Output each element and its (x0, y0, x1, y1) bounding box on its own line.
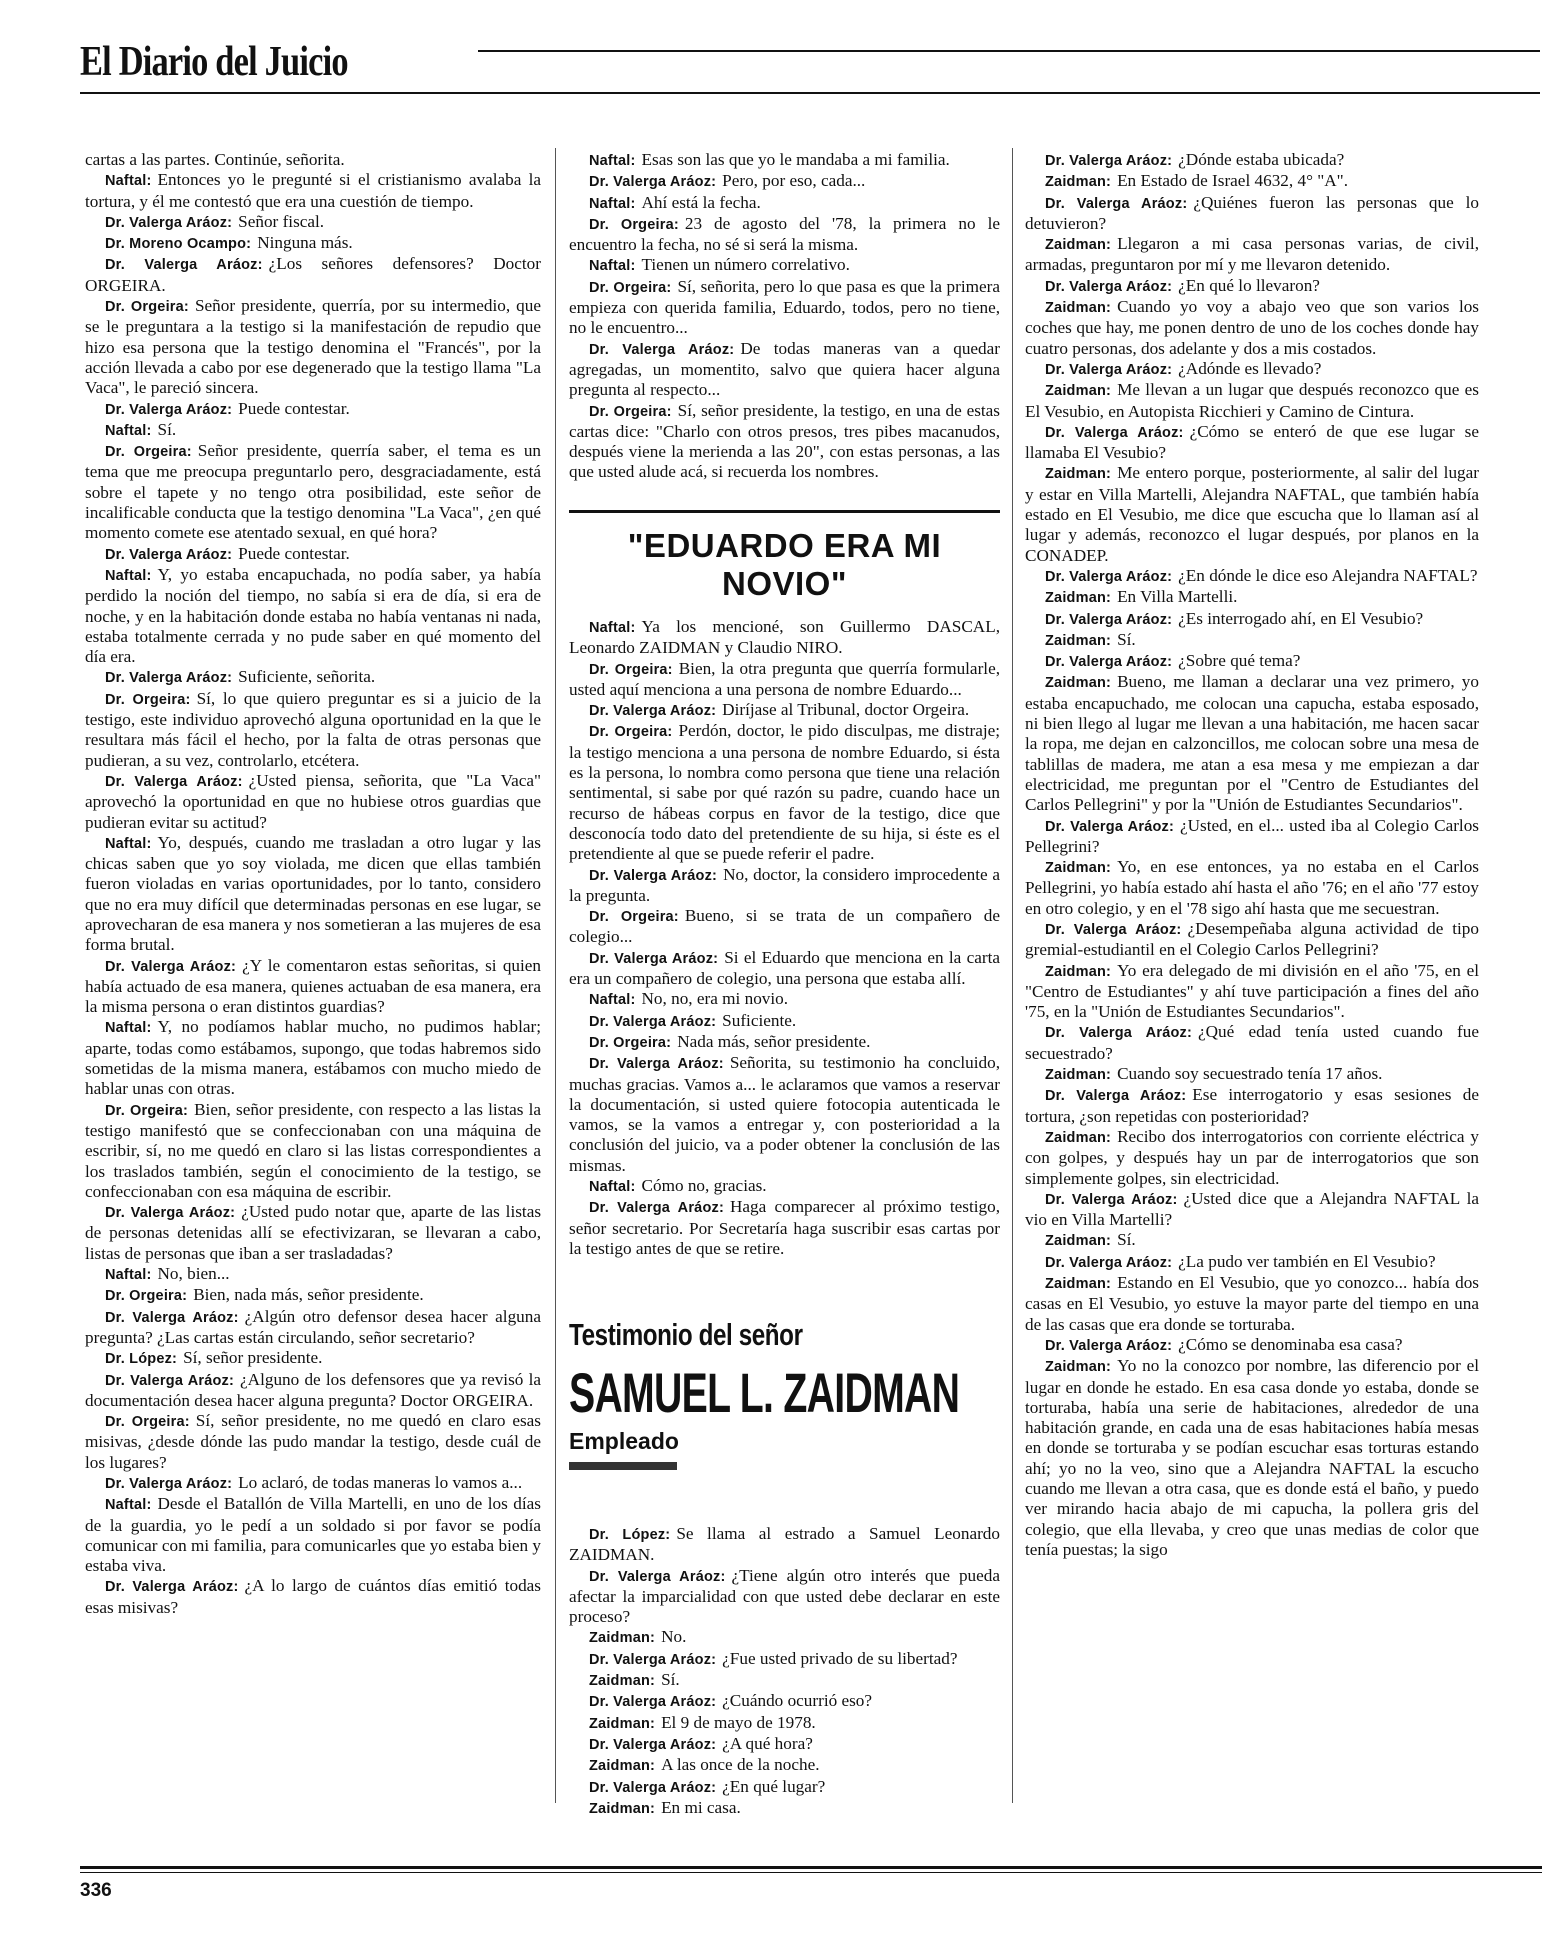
dialogue-paragraph (85, 833, 541, 956)
dialogue-paragraph (569, 1011, 1000, 1032)
speaker-label: Dr. López: (105, 1351, 178, 1368)
speaker-label: Dr. Orgeira: (105, 299, 189, 316)
dialogue-text: Sí, señor presidente, no me quedó en claro esas misivas, ¿desde dónde las pudo mandar la testigo, desde cuál de los lugares? (85, 1411, 541, 1472)
dialogue-paragraph (85, 1100, 541, 1202)
dialogue-text: Cuando yo voy a abajo veo que son varios los coches que hay, me ponen dentro de uno de los coches donde hay cuatro personas, dos adelante y dos a mis costados. (1025, 297, 1479, 358)
speaker-label: Dr. Valerga Aráoz: (1045, 153, 1173, 169)
dialogue-paragraph (569, 1524, 1000, 1566)
speaker-label: Dr. Valerga Aráoz: (589, 1568, 726, 1585)
dialogue-paragraph (569, 1777, 1000, 1798)
dialogue-text: ¿A qué hora? (722, 1733, 813, 1753)
dialogue-text: Perdón, doctor, le pido disculpas, me distraje; la testigo menciona a una persona de nombre Eduardo, si ésta es la persona, lo nombra como persona que tiene una relación sentimental, si sabe por qué razón su padre, cuando hace un recurso de hábeas corpus en favor de la testigo, dice que desconocía todo dato del pretendiente de su hija, si éste es el pretendiente al que se puede referir el padre. (569, 721, 1001, 864)
dialogue-paragraph (569, 906, 1000, 948)
footer-rule-thin (80, 1872, 1542, 1873)
dialogue-text: Me entero porque, posteriormente, al salir del lugar y estar en Villa Martelli, Alejandra NAFTAL, que también había estado en El Vesubio, me dice que escucha que lo llaman así al lugar y además, reconozco el lugar después, por planos en la CONADEP. (1025, 463, 1479, 565)
dialogue-text: Sí. (157, 419, 177, 439)
speaker-label: Dr. Valerga Aráoz: (1045, 921, 1182, 938)
dialogue-paragraph (1025, 961, 1479, 1023)
dialogue-paragraph (85, 689, 541, 771)
speaker-label: Dr. Valerga Aráoz: (589, 703, 717, 720)
dialogue-paragraph (1025, 1273, 1479, 1335)
speaker-label: Dr. Orgeira: (589, 909, 679, 926)
speaker-label: Zaidman: (1045, 632, 1112, 649)
speaker-label: Zaidman: (1045, 963, 1112, 980)
dialogue-paragraph (85, 233, 541, 254)
dialogue-text: Me llevan a un lugar que después reconozco que es El Vesubio, en Autopista Ricchieri y Camino de Cintura. (1025, 380, 1479, 421)
speaker-label: Dr. Valerga Aráoz: (1045, 818, 1174, 835)
dialogue-paragraph (1025, 463, 1479, 565)
dialogue-paragraph (85, 565, 541, 667)
dialogue-paragraph (1025, 1230, 1479, 1251)
speaker-label: Dr. Valerga Aráoz: (105, 1579, 239, 1596)
speaker-label: Zaidman: (1045, 300, 1112, 317)
speaker-label: Dr. Orgeira: (105, 691, 191, 708)
speaker-label: Zaidman: (1045, 675, 1112, 692)
speaker-label: Dr. Valerga Aráoz: (105, 1205, 236, 1222)
dialogue-paragraph (85, 212, 541, 233)
speaker-label: Naftal: (589, 153, 636, 169)
dialogue-paragraph (569, 1197, 1000, 1259)
dialogue-text: Yo era delegado de mi división en el año '75, en el "Centro de Estudiantes" y ahí tuve participación a fines del año '75, en la "Unión de Estudiantes Secundarios". (1025, 960, 1479, 1022)
dialogue-text: ¿Quiénes fueron las personas que lo detuvieron? (1025, 192, 1479, 233)
dialogue-paragraph (569, 1734, 1000, 1755)
speaker-label: Dr. Orgeira: (589, 1034, 672, 1051)
dialogue-text: Nada más, señor presidente. (677, 1031, 871, 1051)
dialogue-paragraph (1025, 672, 1479, 815)
dialogue-text: No. (661, 1627, 687, 1647)
dialogue-text: Estando en El Vesubio, que yo conozco... había dos casas en El Vesubio, yo estuve la mayor parte del tiempo en una de las casas que era donde se torturaba. (1025, 1273, 1479, 1334)
speaker-label: Dr. Valerga Aráoz: (105, 214, 233, 231)
dialogue-paragraph (569, 1798, 1000, 1819)
dialogue-paragraph (569, 1032, 1000, 1053)
dialogue-text: Bien, señor presidente, con respecto a las listas la testigo manifestó que se confeccionaban con una máquina de escribir, sí, no me quedó en claro si las listas correspondientes a los traslados también, según el conocimiento de la testigo, se confeccionaban con esa máquina de escribir. (85, 1099, 541, 1201)
dialogue-text: Bueno, si se trata de un compañero de colegio... (569, 906, 1000, 947)
dialogue-paragraph (85, 1473, 541, 1494)
dialogue-text: ¿Sobre qué tema? (1178, 651, 1301, 671)
dialogue-paragraph (1025, 857, 1479, 919)
dialogue-paragraph (1025, 1252, 1479, 1273)
dialogue-text: Pero, por eso, cada... (722, 171, 866, 191)
dialogue-text: ¿Fue usted privado de su libertad? (722, 1648, 958, 1668)
speaker-label: Naftal: (105, 1020, 152, 1037)
speaker-label: Dr. López: (589, 1527, 671, 1543)
speaker-label: Dr. Valerga Aráoz: (1045, 278, 1173, 295)
speaker-label: Zaidman: (1045, 1359, 1112, 1376)
dialogue-paragraph (85, 1494, 541, 1576)
dialogue-text: En mi casa. (661, 1797, 741, 1817)
dialogue-text: Suficiente. (722, 1010, 797, 1030)
dialogue-text: Desde el Batallón de Villa Martelli, en uno de los días de la guardia, yo le pedí a un soldado si por favor se podía comunicar con mi familia, para comunicarles que yo estaba bien y estaba viva. (85, 1494, 541, 1576)
dialogue-text: Señor fiscal. (238, 211, 325, 231)
dialogue-text: ¿En dónde le dice eso Alejandra NAFTAL? (1178, 565, 1478, 585)
dialogue-text: Señor presidente, querría saber, el tema es un tema que me preocupa preguntarlo pero, desgraciadamente, está sobre el tapete y no tengo otra posibilidad, este señor de incalificable conducta que la testigo denomina "La Vaca", ¿en qué momento comete ese atentado sexual, en qué hora? (85, 441, 542, 543)
speaker-label: Zaidman: (1045, 860, 1112, 877)
speaker-label: Dr. Valerga Aráoz: (589, 1200, 724, 1217)
dialogue-paragraph (1025, 1189, 1479, 1231)
speaker-label: Naftal: (105, 835, 152, 852)
speaker-label: Zaidman: (589, 1758, 656, 1775)
dialogue-paragraph (569, 401, 1000, 483)
dialogue-text: El 9 de mayo de 1978. (661, 1712, 816, 1732)
dialogue-paragraph (85, 1576, 541, 1618)
speaker-label: Dr. Valerga Aráoz: (1045, 1337, 1173, 1354)
dialogue-paragraph (85, 1307, 541, 1349)
testimony-title: Testimonio del señor (569, 1317, 803, 1352)
dialogue-text: ¿Cuándo ocurrió eso? (722, 1691, 873, 1711)
dialogue-text: Suficiente, señorita. (238, 667, 376, 687)
speaker-label: Dr. Valerga Aráoz: (589, 341, 735, 358)
speaker-label: Naftal: (105, 422, 152, 439)
dialogue-text: 23 de agosto del '78, la primera no le encuentro la fecha, no sé si será la misma. (569, 213, 1000, 255)
speaker-label: Dr. Valerga Aráoz: (1045, 1254, 1173, 1271)
column-2-top (569, 150, 1000, 483)
speaker-label: Dr. Valerga Aráoz: (105, 257, 263, 274)
speaker-label: Dr. Valerga Aráoz: (1045, 424, 1184, 441)
speaker-label: Naftal: (105, 173, 152, 190)
dialogue-text: Ese interrogatorio y esas sesiones de tortura, ¿son repetidas con posterioridad? (1025, 1085, 1479, 1126)
column-2-middle (569, 617, 1000, 1259)
dialogue-paragraph (1025, 1064, 1479, 1085)
speaker-label: Dr. Valerga Aráoz: (105, 1476, 233, 1492)
speaker-label: Dr. Valerga Aráoz: (105, 1372, 235, 1389)
dialogue-paragraph (85, 420, 541, 441)
speaker-label: Zaidman: (589, 1630, 656, 1647)
dialogue-text: Sí. (661, 1670, 680, 1690)
dialogue-paragraph (85, 544, 541, 565)
testimony-bar (569, 1462, 677, 1470)
dialogue-paragraph (1025, 422, 1479, 464)
speaker-label: Dr. Orgeira: (589, 661, 673, 678)
dialogue-paragraph (1025, 193, 1479, 235)
speaker-label: Dr. Valerga Aráoz: (1045, 1025, 1192, 1042)
page-number: 336 (80, 1880, 112, 1901)
dialogue-paragraph (1025, 380, 1479, 422)
speaker-label: Zaidman: (1045, 174, 1112, 191)
speaker-label: Dr. Orgeira: (105, 1102, 189, 1119)
dialogue-paragraph (569, 1566, 1000, 1628)
dialogue-text: Puede contestar. (238, 398, 350, 418)
speaker-label: Dr. Valerga Aráoz: (1045, 1088, 1187, 1105)
dialogue-paragraph (569, 214, 1000, 256)
dialogue-paragraph (85, 150, 541, 170)
speaker-label: Naftal: (105, 567, 152, 584)
dialogue-text: Tienen un número correlativo. (641, 255, 850, 275)
dialogue-paragraph (1025, 1335, 1479, 1356)
dialogue-text: ¿Qué edad tenía usted cuando fue secuestrado? (1025, 1022, 1480, 1063)
dialogue-paragraph (85, 1202, 541, 1264)
dialogue-paragraph (85, 1017, 541, 1099)
speaker-label: Dr. Valerga Aráoz: (589, 174, 717, 191)
speaker-label: Dr. Valerga Aráoz: (105, 1309, 239, 1326)
dialogue-text: ¿En qué lo llevaron? (1178, 275, 1320, 295)
dialogue-text: ¿Alguno de los defensores que ya revisó la documentación desea hacer alguna pregunta? Doctor ORGEIRA. (85, 1369, 541, 1410)
dialogue-paragraph (1025, 234, 1479, 276)
dialogue-paragraph (1025, 609, 1479, 630)
speaker-label: Dr. Orgeira: (105, 1414, 190, 1431)
dialogue-text: Diríjase al Tribunal, doctor Orgeira. (722, 700, 970, 720)
dialogue-text: ¿Y le comentaron estas señoritas, si quien había actuado de esa manera, quienes actuaban de esa manera, era la misma persona o eran distintos guardias? (85, 955, 542, 1017)
dialogue-paragraph (569, 1691, 1000, 1712)
dialogue-paragraph (569, 948, 1000, 990)
speaker-label: Zaidman: (1045, 1276, 1112, 1293)
dialogue-text: Sí. (1117, 629, 1136, 649)
dialogue-text: De todas maneras van a quedar agregadas, un momentito, salvo que quiera hacer alguna pregunta al respecto... (569, 338, 1000, 400)
dialogue-text: No, no, era mi novio. (641, 989, 789, 1009)
dialogue-paragraph (569, 193, 1000, 214)
dialogue-text: ¿Usted piensa, señorita, que "La Vaca" aprovechó la oportunidad en que no hubiese otros guardias que pudieran evitar su actitud? (85, 770, 541, 832)
dialogue-paragraph (569, 255, 1000, 276)
speaker-label: Naftal: (589, 620, 636, 636)
dialogue-paragraph (1025, 297, 1479, 359)
dialogue-paragraph (1025, 171, 1479, 192)
speaker-label: Zaidman: (1045, 1129, 1112, 1146)
dialogue-text: Y, yo estaba encapuchada, no podía saber, ya había perdido la noción del tiempo, no sabía si era de día, si era de noche, y en la habitación donde estaba no había ventanas ni nada, estaba totalmente cerrada y no pude saber en qué momento del día era. (85, 564, 541, 667)
dialogue-paragraph (569, 659, 1000, 701)
dialogue-text: Haga comparecer al próximo testigo, señor secretario. Por Secretaría haga suscribir esas cartas por la testigo antes de que se retire. (569, 1197, 1001, 1258)
dialogue-text: ¿Usted pudo notar que, aparte de las listas de personas detenidas allí se efectivizaran, se llevaran a cabo, listas de personas que iban a ser trasladadas? (85, 1202, 542, 1263)
dialogue-text: cartas a las partes. Continúe, señorita. (85, 150, 345, 169)
dialogue-paragraph (1025, 587, 1479, 608)
dialogue-text: Sí, señor presidente. (183, 1348, 323, 1368)
dialogue-paragraph (1025, 1085, 1479, 1127)
dialogue-text: No, doctor, la considero improcedente a la pregunta. (569, 864, 1000, 905)
speaker-label: Naftal: (105, 1497, 152, 1514)
dialogue-paragraph (1025, 1022, 1479, 1064)
dialogue-text: Esas son las que yo le mandaba a mi familia. (641, 150, 950, 169)
speaker-label: Dr. Valerga Aráoz: (589, 1651, 717, 1668)
dialogue-paragraph (1025, 359, 1479, 380)
dialogue-text: No, bien... (157, 1264, 230, 1284)
speaker-label: Dr. Valerga Aráoz: (589, 1779, 717, 1796)
speaker-label: Zaidman: (589, 1673, 656, 1690)
dialogue-paragraph (569, 339, 1000, 401)
dialogue-paragraph (1025, 150, 1479, 171)
dialogue-text: Yo no la conozco por nombre, las diferencio por el lugar en donde he estado. En esa casa donde yo estaba, donde se torturaba, había una serie de habitaciones, alrededor de una habitación grande, en cada una de esas habitaciones había mesas en donde se torturaba y se podían escuchar esas torturas estando ahí; yo no la veo, sino que a Alejandra NAFTAL la escucho cuando me llevan a otra casa, que es donde está el baño, y puedo ver mirando hacia abajo de mi capucha, la pollera gris del colegio, que ella llevaba, y creo que unas medias de color que tenía puestas; la sigo (1025, 1356, 1479, 1559)
dialogue-text: Ahí está la fecha. (641, 192, 761, 212)
dialogue-paragraph (1025, 1356, 1479, 1560)
dialogue-text: Si el Eduardo que menciona en la carta era un compañero de colegio, una persona que estaba allí. (569, 947, 1000, 989)
dialogue-paragraph (85, 956, 541, 1018)
dialogue-text: En Estado de Israel 4632, 4° "A". (1117, 171, 1348, 191)
dialogue-paragraph (1025, 630, 1479, 651)
speaker-label: Zaidman: (1045, 237, 1112, 254)
speaker-label: Dr. Valerga Aráoz: (1045, 361, 1173, 378)
speaker-label: Dr. Valerga Aráoz: (1045, 195, 1188, 212)
dialogue-paragraph (569, 171, 1000, 192)
dialogue-text: Entonces yo le pregunté si el cristianismo avalaba la tortura, y él me contestó que era una cuestión de tiempo. (85, 170, 541, 211)
dialogue-text: ¿Dónde estaba ubicada? (1178, 150, 1345, 169)
dialogue-paragraph (1025, 276, 1479, 297)
testimony-name: SAMUEL L. ZAIDMAN (569, 1361, 960, 1424)
dialogue-text: Sí, señor presidente, la testigo, en una de estas cartas dice: "Charlo con otros presos, tres pibes macanudos, después viene la merienda a las 20", con estas personas, a las que usted alude acá, si recuerda los nombres. (569, 400, 1000, 482)
dialogue-text: Yo, en ese entonces, ya no estaba en el Carlos Pellegrini, yo había estado ahí hasta el año '76; en el año '77 estoy en otro colegio, y en el '78 sigo ahí hasta que me secuestran. (1025, 857, 1479, 918)
dialogue-text: Lo aclaró, de todas maneras lo vamos a... (238, 1473, 523, 1492)
dialogue-text: ¿La pudo ver también en El Vesubio? (1178, 1251, 1436, 1271)
speaker-label: Dr. Orgeira: (105, 444, 192, 461)
dialogue-paragraph (569, 1670, 1000, 1691)
dialogue-paragraph (85, 667, 541, 688)
speaker-label: Dr. Valerga Aráoz: (589, 1694, 717, 1711)
dialogue-text: Señor presidente, querría, por su intermedio, que se le preguntara a la testigo si la manifestación de repudio que hizo esa persona que la testigo denomina el "Francés", por la acción llevada a cabo por ese degenerado que la testigo llama "La Vaca", le pareció sincera. (85, 296, 541, 398)
speaker-label: Dr. Valerga Aráoz: (1045, 1191, 1178, 1208)
speaker-label: Naftal: (589, 992, 636, 1009)
dialogue-paragraph (569, 277, 1000, 339)
column-2-bottom (569, 1524, 1000, 1819)
dialogue-text: Se llama al estrado a Samuel Leonardo ZAIDMAN. (569, 1524, 1000, 1565)
dialogue-paragraph (85, 1348, 541, 1369)
masthead-title: El Diario del Juicio (80, 39, 348, 85)
dialogue-paragraph (569, 721, 1000, 864)
dialogue-text: ¿Es interrogado ahí, en El Vesubio? (1178, 608, 1424, 628)
speaker-label: Zaidman: (589, 1715, 656, 1732)
dialogue-paragraph (85, 771, 541, 833)
speaker-label: Dr. Orgeira: (105, 1288, 188, 1305)
speaker-label: Dr. Valerga Aráoz: (1045, 568, 1173, 585)
speaker-label: Naftal: (105, 1267, 152, 1284)
dialogue-paragraph (569, 1176, 1000, 1197)
dialogue-text: En Villa Martelli. (1117, 587, 1238, 607)
dialogue-paragraph (1025, 566, 1479, 587)
dialogue-paragraph (569, 150, 1000, 171)
dialogue-paragraph (85, 170, 541, 212)
speaker-label: Dr. Orgeira: (589, 403, 672, 420)
dialogue-paragraph (85, 1370, 541, 1412)
dialogue-paragraph (1025, 919, 1479, 961)
column-3 (1025, 150, 1479, 1560)
dialogue-text: ¿A lo largo de cuántos días emitió todas esas misivas? (85, 1576, 541, 1617)
dialogue-paragraph (569, 1649, 1000, 1670)
speaker-label: Dr. Orgeira: (589, 279, 672, 296)
dialogue-text: Sí, señorita, pero lo que pasa es que la primera empieza con querida familia, Eduardo, todos, pero no tiene, no le encuentro... (569, 276, 1000, 338)
speaker-label: Dr. Orgeira: (589, 724, 673, 741)
dialogue-text: ¿En qué lugar? (722, 1776, 826, 1796)
speaker-label: Dr. Moreno Ocampo: (105, 236, 252, 253)
dialogue-text: Puede contestar. (238, 543, 350, 563)
dialogue-paragraph (85, 1285, 541, 1306)
speaker-label: Dr. Valerga Aráoz: (105, 670, 233, 687)
dialogue-text: Y, no podíamos hablar mucho, no pudimos hablar; aparte, todas como estábamos, supongo, que todas habremos sido sometidas de la misma manera, estábamos con mucho miedo de hablar unas con otras. (85, 1017, 541, 1099)
dialogue-text: ¿Cómo se denominaba esa casa? (1178, 1334, 1403, 1354)
dialogue-text: A las once de la noche. (661, 1755, 820, 1775)
speaker-label: Dr. Valerga Aráoz: (105, 546, 233, 563)
dialogue-text: Llegaron a mi casa personas varias, de civil, armadas, preguntaron por mí y me llevaron detenido. (1025, 234, 1479, 275)
dialogue-text: Bien, la otra pregunta que querría formularle, usted aquí menciona a una persona de nombre Eduardo... (569, 658, 1000, 699)
dialogue-paragraph (1025, 816, 1479, 858)
speaker-label: Dr. Valerga Aráoz: (105, 958, 237, 975)
speaker-label: Zaidman: (1045, 466, 1112, 483)
dialogue-paragraph (85, 296, 541, 398)
testimony-occupation: Empleado (569, 1428, 679, 1454)
dialogue-text: Ninguna más. (257, 233, 353, 253)
speaker-label: Dr. Valerga Aráoz: (589, 1736, 717, 1753)
dialogue-text: Cómo no, gracias. (641, 1176, 767, 1196)
speaker-label: Dr. Valerga Aráoz: (589, 950, 719, 967)
dialogue-paragraph (569, 1713, 1000, 1734)
speaker-label: Zaidman: (1045, 383, 1112, 400)
dialogue-text: Sí, lo que quiero preguntar es si a juicio de la testigo, este individuo aprovechó alguna oportunidad en la que le resultara más fácil el hecho, por la falta de otras personas que pudieran, a su vez, controlarlo, etcétera. (85, 688, 541, 770)
column-divider-1 (555, 148, 556, 1803)
dialogue-paragraph (569, 1053, 1000, 1176)
dialogue-text: ¿Usted dice que a Alejandra NAFTAL la vio en Villa Martelli? (1025, 1188, 1479, 1230)
speaker-label: Zaidman: (1045, 1233, 1112, 1250)
dialogue-paragraph (569, 617, 1000, 659)
dialogue-text: Ya los mencioné, son Guillermo DASCAL, Leonardo ZAIDMAN y Claudio NIRO. (569, 617, 1000, 658)
speaker-label: Dr. Valerga Aráoz: (1045, 654, 1173, 671)
speaker-label: Naftal: (589, 1179, 636, 1196)
dialogue-paragraph (1025, 651, 1479, 672)
speaker-label: Dr. Valerga Aráoz: (105, 773, 243, 790)
section-heading: "EDUARDO ERA MI NOVIO" (569, 510, 1000, 603)
dialogue-text: Recibo dos interrogatorios con corriente eléctrica y con golpes, y después hay un par de interrogatorios que son simplemente golpes, sin electricidad. (1025, 1126, 1479, 1188)
dialogue-paragraph (569, 1627, 1000, 1648)
dialogue-text: ¿Desempeñaba alguna actividad de tipo gremial-estudiantil en el Colegio Carlos Pellegrini? (1025, 918, 1479, 960)
speaker-label: Dr. Valerga Aráoz: (589, 1056, 724, 1073)
speaker-label: Naftal: (589, 195, 636, 212)
column-1 (85, 150, 541, 1618)
speaker-label: Dr. Valerga Aráoz: (589, 1013, 717, 1030)
speaker-label: Zaidman: (1045, 1067, 1112, 1084)
dialogue-text: Cuando soy secuestrado tenía 17 años. (1117, 1064, 1383, 1084)
speaker-label: Dr. Valerga Aráoz: (589, 867, 718, 884)
speaker-label: Dr. Valerga Aráoz: (1045, 611, 1173, 628)
speaker-label: Naftal: (589, 258, 636, 275)
speaker-label: Zaidman: (589, 1800, 656, 1817)
dialogue-text: ¿Algún otro defensor desea hacer alguna pregunta? ¿Las cartas están circulando, señor secretario? (85, 1306, 541, 1347)
dialogue-paragraph (85, 1411, 541, 1473)
speaker-label: Zaidman: (1045, 590, 1112, 607)
dialogue-text: Yo, después, cuando me trasladan a otro lugar y las chicas saben que yo soy violada, me dicen que ellas también fueron violadas en varias oportunidades, por lo tanto, considero que no era muy difícil que determinadas personas en ese lugar, se aprovecharan de esa manera y nos sometieran a las mujeres de esa forma brutal. (85, 832, 541, 955)
dialogue-paragraph (85, 1264, 541, 1285)
dialogue-paragraph (569, 989, 1000, 1010)
dialogue-text: Bien, nada más, señor presidente. (193, 1285, 424, 1305)
dialogue-text: ¿Usted, en el... usted iba al Colegio Carlos Pellegrini? (1025, 815, 1479, 856)
dialogue-paragraph (569, 1755, 1000, 1776)
column-divider-2 (1012, 148, 1013, 1803)
dialogue-text: ¿Los señores defensores? Doctor ORGEIRA. (85, 254, 541, 295)
dialogue-paragraph (85, 254, 541, 296)
dialogue-text: Sí. (1117, 1230, 1136, 1250)
dialogue-text: ¿Adónde es llevado? (1178, 358, 1322, 378)
speaker-label: Dr. Orgeira: (589, 216, 679, 233)
dialogue-paragraph (1025, 1127, 1479, 1189)
dialogue-paragraph (569, 700, 1000, 721)
masthead-rule-top (478, 50, 1540, 52)
dialogue-text: ¿Tiene algún otro interés que pueda afectar la imparcialidad con que usted debe declarar en este proceso? (569, 1565, 1000, 1627)
dialogue-paragraph (85, 399, 541, 420)
dialogue-paragraph (569, 865, 1000, 907)
dialogue-text: Bueno, me llaman a declarar una vez primero, yo estaba encapuchado, me colocan una capucha, estaba esposado, ni bien llego al lugar me llevan a una habitación, me hacen sacar la ropa, me dejan en calzoncillos, me colocan sobre una mesa de tablillas de madera, me atan a esa mesa y me empiezan a dar electricidad, me preguntan por el "Centro de Estudiantes del Carlos Pellegrini" y por la "Unión de Estudiantes Secundarios". (1025, 672, 1479, 815)
dialogue-text: Señorita, su testimonio ha concluido, muchas gracias. Vamos a... le aclaramos que vamos a reservar la documentación, si usted quiere fotocopia autenticada le vamos, se la vamos a entregar y, con posterioridad a la conclusión del juicio, va a poder obtener la conclusión de las mismas. (569, 1053, 1000, 1175)
speaker-label: Dr. Valerga Aráoz: (105, 401, 233, 418)
masthead-rule-bottom (80, 92, 1540, 94)
dialogue-paragraph (85, 441, 541, 543)
footer-rule (80, 1866, 1542, 1869)
dialogue-text: ¿Cómo se enteró de que ese lugar se llamaba El Vesubio? (1025, 421, 1480, 463)
